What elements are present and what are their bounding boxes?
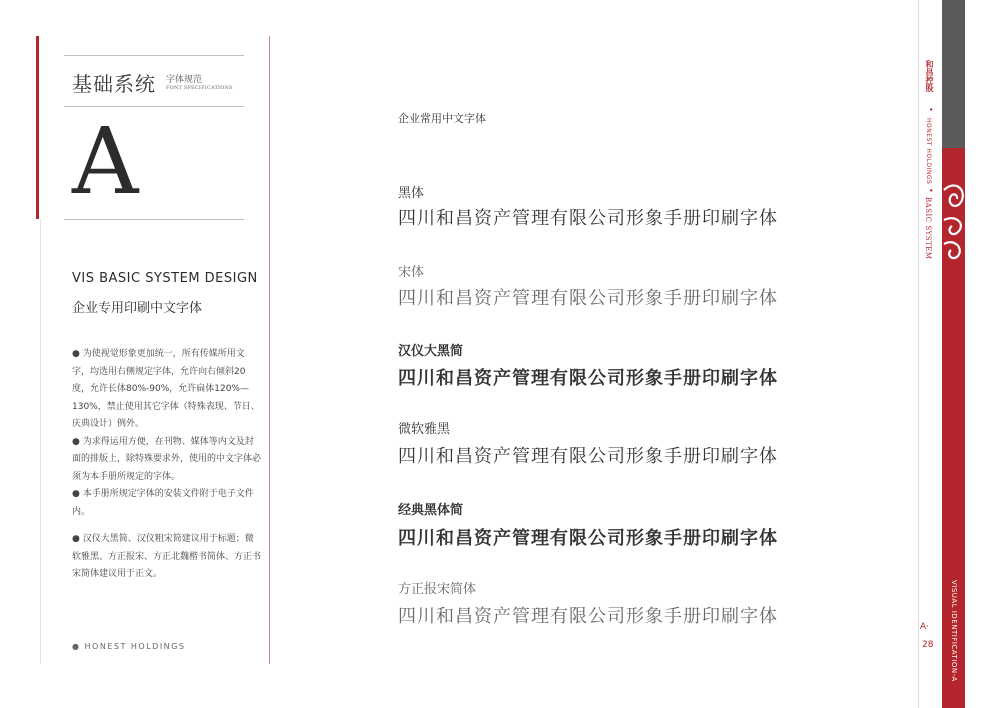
left-margin-line (40, 219, 41, 664)
font-sample-heiti: 四川和昌资产管理有限公司形象手册印刷字体 (398, 208, 778, 229)
footer-brand: ● HONEST HOLDINGS (72, 642, 186, 651)
notes-block (72, 346, 262, 584)
section-subtitle-cn: 字体规范 (166, 75, 203, 85)
cloud-emblem-icon (940, 170, 968, 270)
page-heading: 企业常用中文字体 (398, 112, 486, 125)
note-item: ● 为求得运用方便，在刊物、媒体等内文及封面的排版上，除特殊要求外，使用的中文字体必须为本手册所规定的字体。 (72, 436, 262, 482)
section-subtitle-en: FONT SPECIFICATIONS (166, 85, 233, 91)
section-title: 基础系统 (72, 72, 156, 96)
rule-middle (64, 106, 244, 107)
font-sample-jingdian-heiti: 四川和昌资产管理有限公司形象手册印刷字体 (398, 528, 778, 549)
rule-top (64, 55, 244, 56)
visual-identification-label: VISUAL IDENTIFICATION-A (950, 580, 958, 682)
page-section: A· (920, 622, 930, 632)
note-item: ● 本手册所规定字体的安装文件附于电子文件内。 (72, 489, 254, 517)
font-sample-yahei: 四川和昌资产管理有限公司形象手册印刷字体 (398, 446, 778, 467)
separator-dot: • (926, 107, 935, 112)
font-sample-songti: 四川和昌资产管理有限公司形象手册印刷字体 (398, 288, 778, 309)
separator-dot: • (926, 188, 935, 193)
right-divider (918, 0, 919, 708)
font-label-heiti: 黑体 (398, 186, 425, 201)
vis-subtitle: 企业专用印刷中文字体 (72, 301, 203, 316)
brand-english-vertical: HONEST HOLDINGS (925, 118, 932, 185)
font-label-jingdian-heiti: 经典黑体简 (398, 503, 464, 518)
rule-bottom (64, 219, 244, 220)
section-letter: A (72, 108, 139, 215)
note-item: ● 为使视觉形象更加统一，所有传媒所用文字，均选用右侧规定字体，允许向右倾斜20度，允许长体80%-90%，允许扁体120%—130%，禁止使用其它字体（特殊表现、节日、庆典设计）例外。 (72, 349, 260, 429)
brand-name-vertical: 和昌控股 (925, 60, 934, 92)
accent-bar (36, 36, 39, 219)
font-label-fangzheng-baosong: 方正报宋简体 (398, 582, 477, 597)
font-sample-fangzheng-baosong: 四川和昌资产管理有限公司形象手册印刷字体 (398, 606, 778, 627)
font-label-yahei: 微软雅黑 (398, 422, 451, 437)
system-label-vertical: BASIC SYSTEM (924, 197, 932, 260)
column-divider (269, 36, 270, 664)
gray-band (942, 0, 965, 148)
note-item: ● 汉仪大黑简、汉仪粗宋简建议用于标题；微软雅黑、方正报宋、方正北魏楷书简体、方正书宋简体建议用于正文。 (72, 534, 262, 579)
vis-title: VIS BASIC SYSTEM DESIGN (72, 271, 258, 286)
font-label-songti: 宋体 (398, 265, 425, 280)
font-sample-hanyi-dahei: 四川和昌资产管理有限公司形象手册印刷字体 (398, 368, 778, 389)
font-label-hanyi-dahei: 汉仪大黑简 (398, 344, 464, 359)
page-number: 28 (922, 640, 934, 650)
